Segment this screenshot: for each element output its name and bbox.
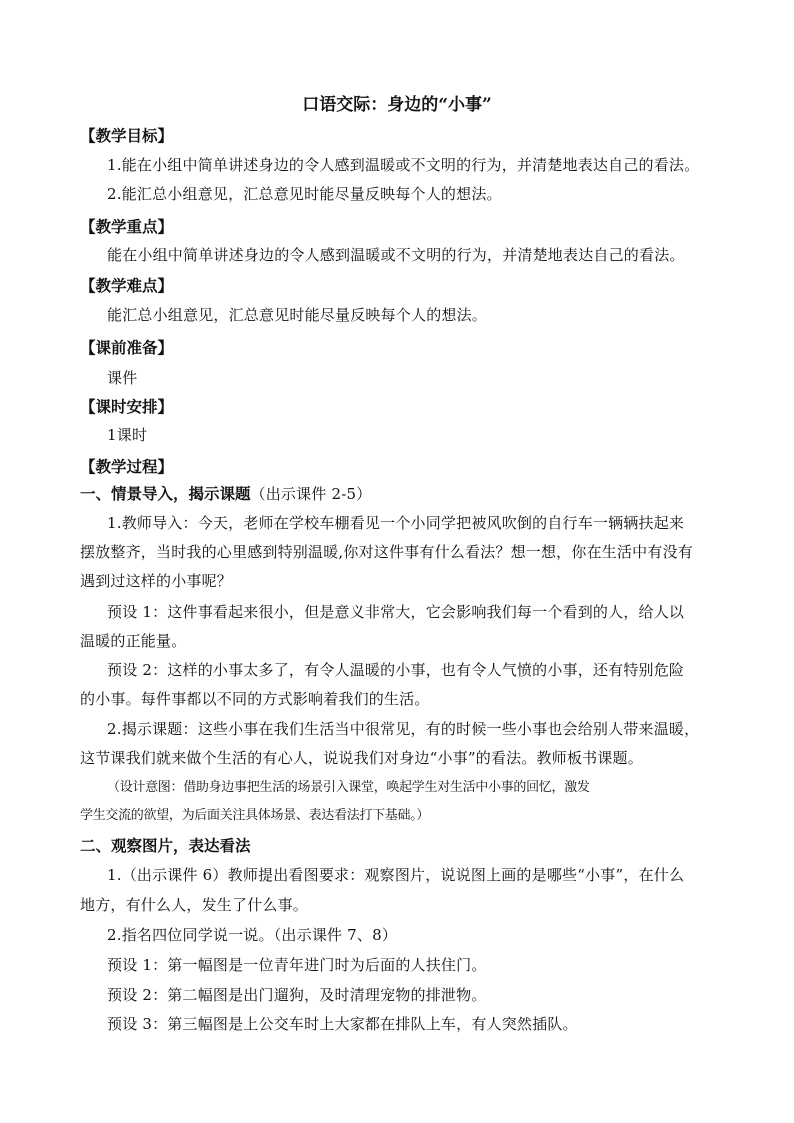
section-1-paragraph-3-line-1: 预设 2：这样的小事太多了，有令人温暖的小事，也有令人气愤的小事，还有特别危险 — [107, 661, 685, 679]
section-1-paragraph-4-line-1: 2.揭示课题：这些小事在我们生活当中很常见，有的时候一些小事也会给别人带来温暖， — [107, 720, 700, 738]
goal-item-2: 2.能汇总小组意见，汇总意见时能尽量反映每个人的想法。 — [107, 185, 502, 203]
section-2-preset-3: 预设 3：第三幅图是上公交车时上大家都在排队上车，有人突然插队。 — [107, 1015, 578, 1033]
goal-item-1: 1.能在小组中简单讲述身边的令人感到温暖或不文明的行为，并清楚地表达自己的看法。 — [107, 156, 700, 174]
section-1-paragraph-1-line-1: 1.教师导入：今天，老师在学校车棚看见一个小同学把被风吹倒的自行车一辆辆扶起来 — [107, 514, 685, 532]
heading-teaching-goals: 【教学目标】 — [80, 126, 174, 145]
heading-difficulties: 【教学难点】 — [80, 276, 174, 295]
section-1-paragraph-4-line-2: 这节课我们就来做个生活的有心人，说说我们对身边“小事”的看法。教师板书课题。 — [80, 749, 643, 767]
key-points-text: 能在小组中简单讲述身边的令人感到温暖或不文明的行为，并清楚地表达自己的看法。 — [107, 246, 685, 264]
section-1-paragraph-2-line-1: 预设 1：这件事看起来很小，但是意义非常大，它会影响我们每一个看到的人，给人以 — [107, 603, 685, 621]
section-1-design-note-line-2: 学生交流的欲望，为后面关注具体场景、表达看法打下基础。） — [80, 808, 430, 823]
section-1-heading-note: （出示课件 2-5） — [250, 485, 372, 503]
heading-key-points: 【教学重点】 — [80, 217, 174, 236]
section-2-paragraph-1-line-1: 1.（出示课件 6）教师提出看图要求：观察图片，说说图上画的是哪些“小事”，在什么 — [107, 866, 685, 884]
section-2-preset-1: 预设 1：第一幅图是一位青年进门时为后面的人扶住门。 — [107, 956, 487, 974]
heading-schedule: 【课时安排】 — [80, 397, 174, 416]
preparation-text: 课件 — [107, 369, 138, 387]
heading-preparation: 【课前准备】 — [80, 338, 174, 357]
schedule-text: 1课时 — [107, 426, 148, 444]
section-2-paragraph-1-line-2: 地方，有什么人，发生了什么事。 — [80, 896, 309, 914]
page-title: 口语交际：身边的“小事” — [302, 95, 492, 115]
section-1-paragraph-1-line-2: 摆放整齐，当时我的心里感到特别温暖,你对这件事有什么看法？想一想，你在生活中有没有 — [80, 543, 693, 561]
section-1-paragraph-1-line-3: 遇到过这样的小事呢？ — [80, 572, 233, 590]
section-1-heading: 一、情景导入，揭示课题 — [80, 484, 251, 503]
section-2-heading: 二、观察图片，表达看法 — [80, 836, 251, 855]
section-1-paragraph-3-line-2: 的小事。每件事都以不同的方式影响着我们的生活。 — [80, 690, 430, 708]
section-2-preset-2: 预设 2：第二幅图是出门遛狗，及时清理宠物的排泄物。 — [107, 986, 487, 1004]
section-1-heading-row — [80, 484, 371, 504]
section-2-paragraph-2: 2.指名四位同学说一说。（出示课件 7、8） — [107, 926, 398, 944]
difficulties-text: 能汇总小组意见，汇总意见时能尽量反映每个人的想法。 — [107, 306, 488, 324]
section-1-paragraph-2-line-2: 温暖的正能量。 — [80, 632, 187, 650]
heading-teaching-process: 【教学过程】 — [80, 457, 174, 476]
section-1-design-note-line-1: （设计意图：借助身边事把生活的场景引入课堂，唤起学生对生活中小事的回忆，激发 — [107, 780, 590, 795]
